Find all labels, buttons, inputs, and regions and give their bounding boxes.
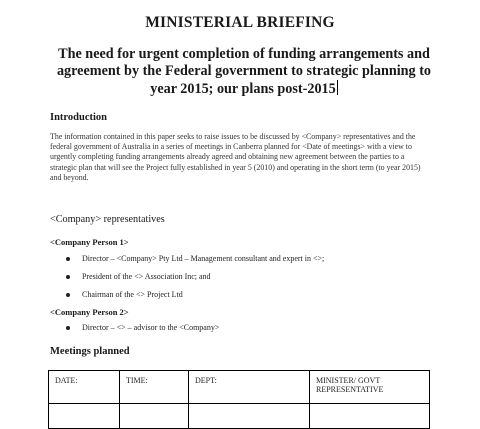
meetings-heading: Meetings planned	[50, 346, 130, 357]
text-cursor	[337, 80, 338, 95]
bullet-icon	[66, 326, 70, 330]
list-item	[64, 322, 219, 340]
list-item	[64, 271, 324, 289]
introduction-paragraph: The information contained in this paper seeks to raise issues to be discussed by <Company> representatives and the federal government of Australia in a series of meetings in Canberra planned for <Date of meetings> with a view to urgently completing funding arrangements already agreed and obtaining new agreement between the parties to a strategic plan that will see the Project fully established in year 5 (2010) and operating in the short term (to year 2015) and beyond.	[50, 132, 421, 182]
list-item	[64, 289, 324, 307]
bullet-icon	[66, 293, 70, 297]
table-header-row	[49, 371, 430, 404]
table-cell[interactable]	[120, 404, 189, 429]
representatives-heading: <Company> representatives	[50, 214, 165, 225]
table-row	[49, 404, 430, 429]
column-header-date: DATE:	[49, 371, 120, 404]
column-header-dept: DEPT:	[189, 371, 310, 404]
person2-bullet-list	[64, 322, 219, 340]
list-item-text: Chairman of the <> Project Ltd	[82, 290, 183, 299]
meetings-table	[48, 370, 430, 429]
list-item-text: President of the <> Association Inc; and	[82, 272, 211, 281]
list-item	[64, 253, 324, 271]
list-item-text: Director – <> – advisor to the <Company>	[82, 323, 220, 332]
document-subtitle	[44, 46, 444, 98]
subtitle-text: The need for urgent completion of funding arrangements and agreement by the Federal government to strategic planning to year 2015; our plans post-2015	[56, 46, 432, 97]
person2-heading: <Company Person 2>	[50, 307, 129, 317]
person1-bullet-list	[64, 253, 324, 307]
column-header-time: TIME:	[120, 371, 189, 404]
document-title: MINISTERIAL BRIEFING	[145, 14, 335, 31]
bullet-icon	[66, 257, 70, 261]
bullet-icon	[66, 275, 70, 279]
table-cell[interactable]	[189, 404, 310, 429]
person1-heading: <Company Person 1>	[50, 237, 129, 247]
introduction-heading: Introduction	[50, 112, 107, 123]
table-cell[interactable]	[310, 404, 430, 429]
column-header-minister: MINISTER/ GOVT REPRESENTATIVE	[310, 371, 430, 404]
table-cell[interactable]	[49, 404, 120, 429]
list-item-text: Director – <Company> Pty Ltd – Management consultant and expert in <>;	[82, 254, 325, 263]
